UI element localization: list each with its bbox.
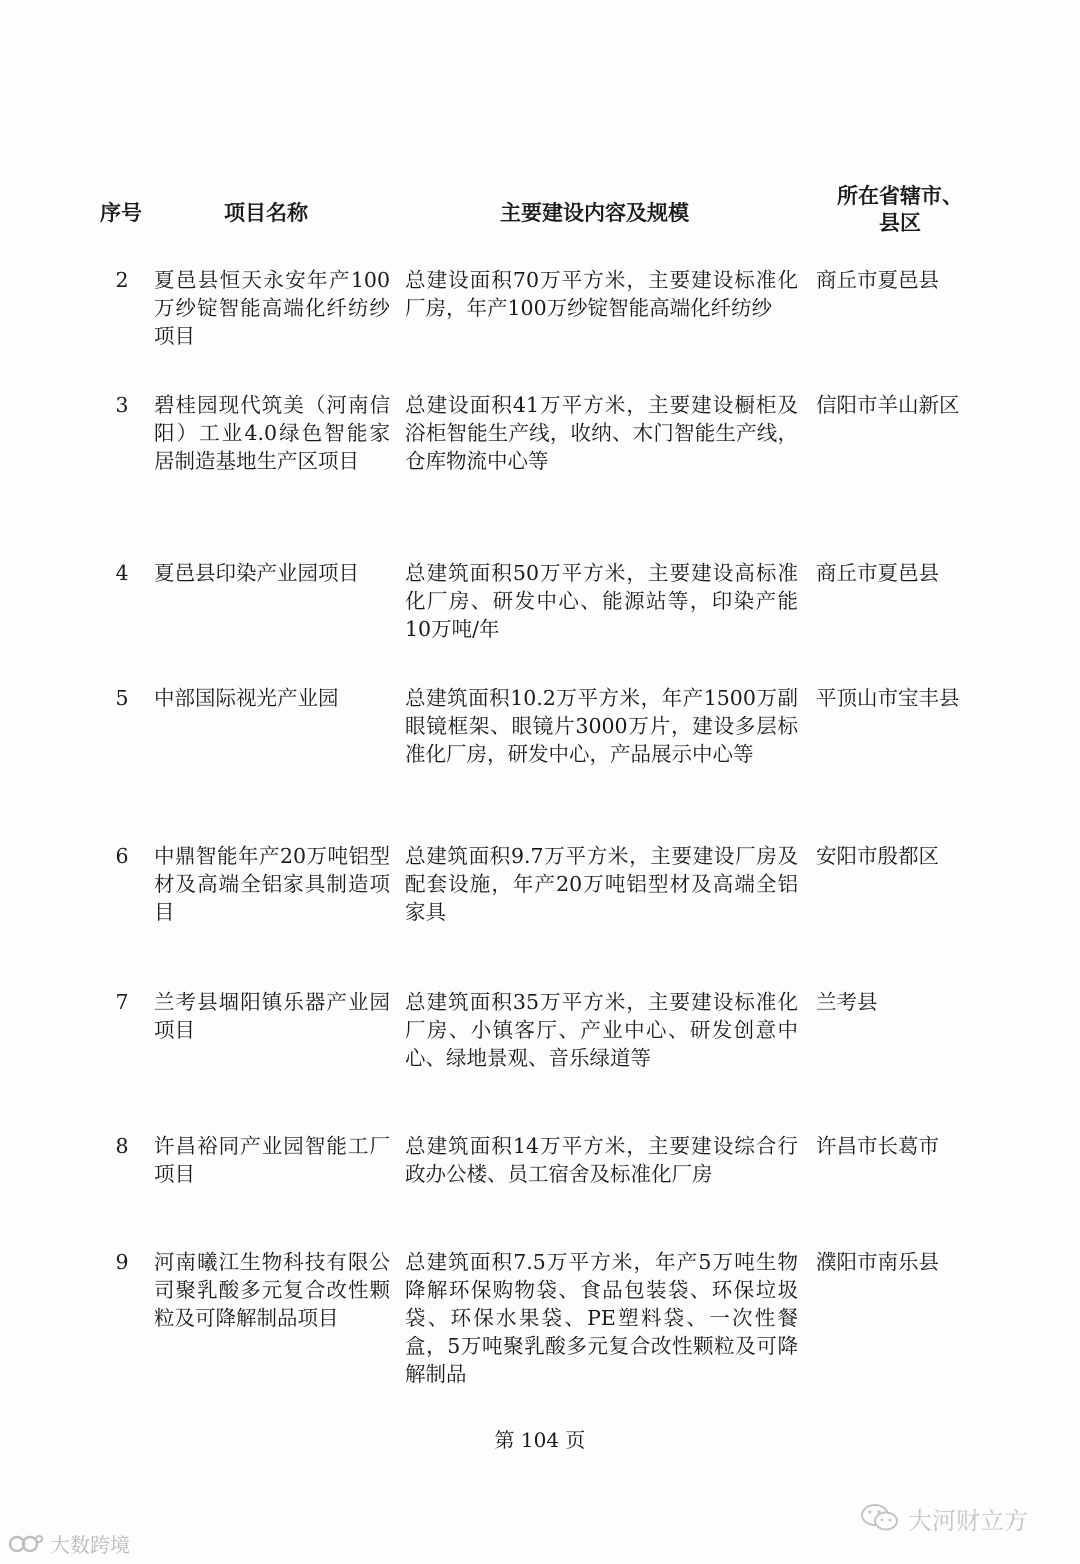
row-content: 总建设面积41万平方米，主要建设橱柜及浴柜智能生产线，收纳、木门智能生产线，仓库物流中心等 <box>405 393 798 473</box>
row-name: 兰考县堌阳镇乐器产业园项目 <box>154 990 390 1042</box>
page-number: 第 104 页 <box>494 1428 586 1452</box>
row-name: 中部国际视光产业园 <box>154 686 339 710</box>
watermark-left <box>8 1528 130 1558</box>
row-location: 兰考县 <box>816 990 878 1014</box>
row-name: 碧桂园现代筑美（河南信阳）工业4.0绿色智能家居制造基地生产区项目 <box>154 393 390 473</box>
row-seq: 2 <box>115 268 129 292</box>
row-content: 总建筑面积10.2万平方米，年产1500万副眼镜框架、眼镜片3000万片，建设多层标准化厂房，研发中心，产品展示中心等 <box>405 686 798 766</box>
dashu-logo-icon <box>8 1531 44 1555</box>
header-location <box>820 182 980 236</box>
row-seq: 5 <box>115 686 129 710</box>
row-location: 商丘市夏邑县 <box>816 561 939 585</box>
header-seq: 序号 <box>100 200 142 225</box>
row-location: 许昌市长葛市 <box>816 1134 939 1158</box>
watermark-left-text: 大数跨境 <box>50 1532 130 1557</box>
row-seq: 3 <box>115 393 129 417</box>
row-seq: 7 <box>115 990 129 1014</box>
watermark-right <box>860 1500 1028 1536</box>
row-location: 平顶山市宝丰县 <box>816 686 960 710</box>
row-content: 总建筑面积14万平方米，主要建设综合行政办公楼、员工宿舍及标准化厂房 <box>405 1134 798 1186</box>
row-name: 夏邑县恒天永安年产100万纱锭智能高端化纤纺纱项目 <box>154 268 390 348</box>
row-content: 总建筑面积9.7万平方米，主要建设厂房及配套设施，年产20万吨铝型材及高端全铝家具 <box>405 844 798 924</box>
row-location: 信阳市羊山新区 <box>816 393 960 417</box>
header-name: 项目名称 <box>224 200 308 225</box>
row-location: 濮阳市南乐县 <box>816 1250 939 1274</box>
row-name: 许昌裕同产业园智能工厂项目 <box>154 1134 390 1186</box>
row-location: 安阳市殷都区 <box>816 844 939 868</box>
row-name: 夏邑县印染产业园项目 <box>154 561 359 585</box>
table-header <box>0 178 1080 248</box>
wechat-icon <box>860 1502 900 1534</box>
row-content: 总建设面积70万平方米，主要建设标准化厂房，年产100万纱锭智能高端化纤纺纱 <box>405 268 798 320</box>
header-location-line2: 县区 <box>879 210 921 235</box>
row-name: 中鼎智能年产20万吨铝型材及高端全铝家具制造项目 <box>154 844 390 924</box>
header-content: 主要建设内容及规模 <box>500 200 689 225</box>
row-seq: 4 <box>115 561 129 585</box>
header-location-line1: 所在省辖市、 <box>837 183 963 208</box>
row-content: 总建筑面积7.5万平方米，年产5万吨生物降解环保购物袋、食品包装袋、环保垃圾袋、环保水果袋、PE塑料袋、一次性餐盒，5万吨聚乳酸多元复合改性颗粒及可降解制品 <box>405 1250 798 1386</box>
row-seq: 6 <box>115 844 129 868</box>
row-seq: 8 <box>115 1134 129 1158</box>
row-content: 总建筑面积50万平方米，主要建设高标准化厂房、研发中心、能源站等，印染产能10万吨/年 <box>405 561 798 641</box>
row-content: 总建筑面积35万平方米，主要建设标准化厂房、小镇客厅、产业中心、研发创意中心、绿地景观、音乐绿道等 <box>405 990 798 1070</box>
watermark-right-text: 大河财立方 <box>908 1506 1028 1535</box>
row-seq: 9 <box>115 1250 129 1274</box>
row-location: 商丘市夏邑县 <box>816 268 939 292</box>
row-name: 河南曦江生物科技有限公司聚乳酸多元复合改性颗粒及可降解制品项目 <box>154 1250 390 1330</box>
